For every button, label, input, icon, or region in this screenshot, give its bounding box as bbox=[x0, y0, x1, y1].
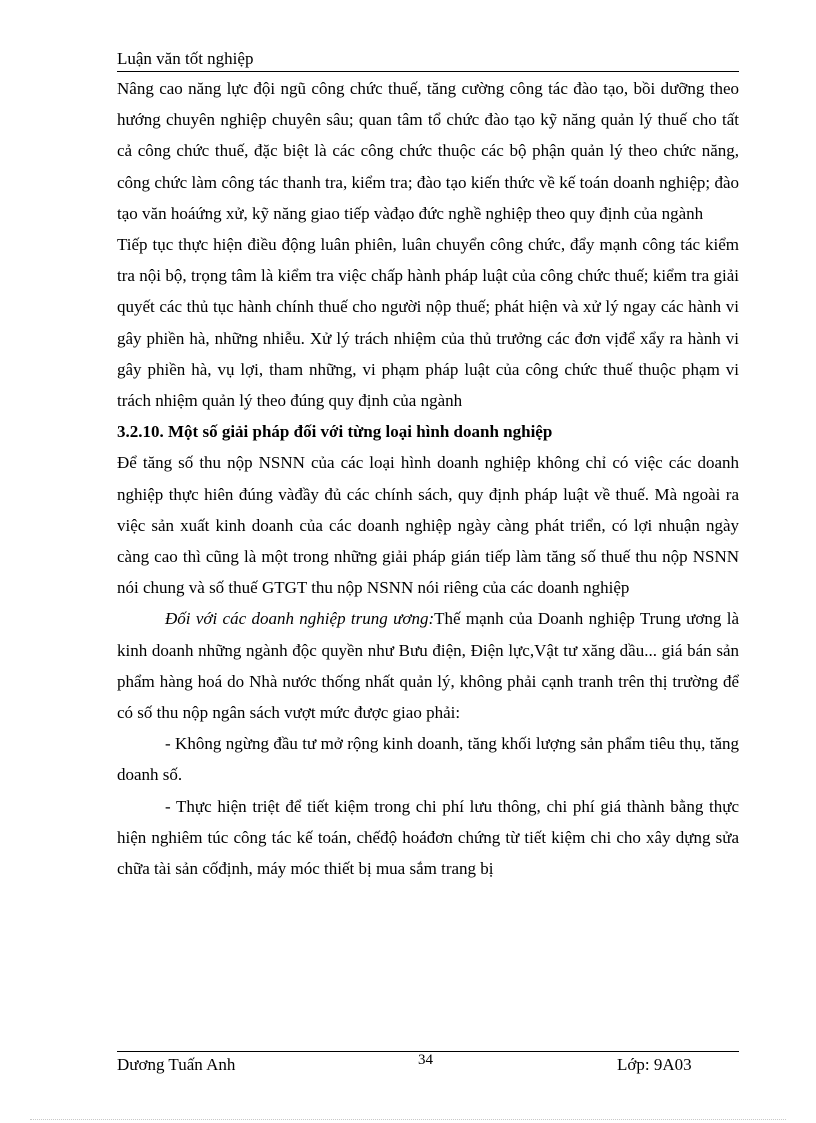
header-title: Luận văn tốt nghiệp bbox=[117, 49, 254, 68]
page-bottom-dotted-line bbox=[30, 1119, 786, 1120]
central-enterprises-text: Thế mạnh của Doanh nghiệp Trung ương là kinh doanh những ngành độc quyền như Bưu điện, Điện lực,Vật tư xăng dầu... giá bán sản phẩm hàng hoá do Nhà nước thống nhất quản lý, không phải cạnh tranh trên thị trường để có số thu nộp ngân sách vượt mức được giao phải: bbox=[117, 609, 739, 723]
paragraph-staff-rotation: Tiếp tục thực hiện điều động luân phiên, luân chuyển công chức, đẩy mạnh công tác kiểm tra nội bộ, trọng tâm là kiểm tra việc chấp hành pháp luật của công chức thuế; kiểm tra giải quyết các thủ tục hành chính thuế cho người nộp thuế; phát hiện và xử lý ngay các hành vi gây phiền hà, những nhiễu. Xử lý trách nhiệm của thủ trưởng các đơn vịđể xẩy ra hành vi gây phiền hà, vụ lợi, tham những, vi phạm pháp luật của công chức thuế thuộc phạm vi trách nhiệm quản lý theo đúng quy định của ngành bbox=[117, 235, 739, 411]
bullet-cost-saving: - Thực hiện triệt để tiết kiệm trong chi phí lưu thông, chi phí giá thành bằng thực hiện nghiêm túc công tác kế toán, chếđộ hoáđơn chứng từ tiết kiệm chi cho xây dựng sửa chữa tài sản cốđịnh, máy móc thiết bị mua sắm trang bị bbox=[117, 796, 739, 879]
body-content bbox=[117, 73, 739, 884]
footer-class: Lớp: 9A03 bbox=[617, 1055, 692, 1074]
central-enterprises-label: Đối với các doanh nghiệp trung ương: bbox=[165, 609, 435, 629]
header-divider bbox=[117, 71, 739, 72]
paragraph-central-enterprises bbox=[117, 603, 739, 728]
paragraph-enterprise-revenue: Để tăng số thu nộp NSNN của các loại hình doanh nghiệp không chỉ có việc các doanh nghiệp thực hiên đúng vàđầy đủ các chính sách, quy định pháp luật về thuế. Mà ngoài ra việc sản xuất kinh doanh của các doanh nghiệp ngày càng phát triển, có lợi nhuận ngày càng cao thì cũng là một trong những giải pháp gián tiếp làm tăng số thuế thu nộp NSNN nói chung và số thuế GTGT thu nộp NSNN nói riêng của các doanh nghiệp bbox=[117, 453, 739, 598]
paragraph-staff-training: Nâng cao năng lực đội ngũ công chức thuế, tăng cường công tác đào tạo, bồi dưỡng theo hướng chuyên nghiệp chuyên sâu; quan tâm tổ chức đào tạo kỹ năng quản lý thuế cho tất cả công chức thuế, đặc biệt là các công chức thuộc các bộ phận quản lý theo chức năng, công chức làm công tác thanh tra, kiểm tra; đào tạo kiến thức về kế toán doanh nghiệp; đào tạo văn hoáứng xử, kỹ năng giao tiếp vàđạo đức nghề nghiệp theo quy định của ngành bbox=[117, 79, 739, 223]
section-heading: 3.2.10. Một số giải pháp đối với từng loại hình doanh nghiệp bbox=[117, 422, 553, 442]
footer-author: Dương Tuấn Anh bbox=[117, 1055, 236, 1074]
bullet-expand-business: - Không ngừng đầu tư mở rộng kinh doanh, tăng khối lượng sản phẩm tiêu thụ, tăng doanh số. bbox=[117, 734, 739, 785]
page-number: 34 bbox=[418, 1052, 433, 1068]
